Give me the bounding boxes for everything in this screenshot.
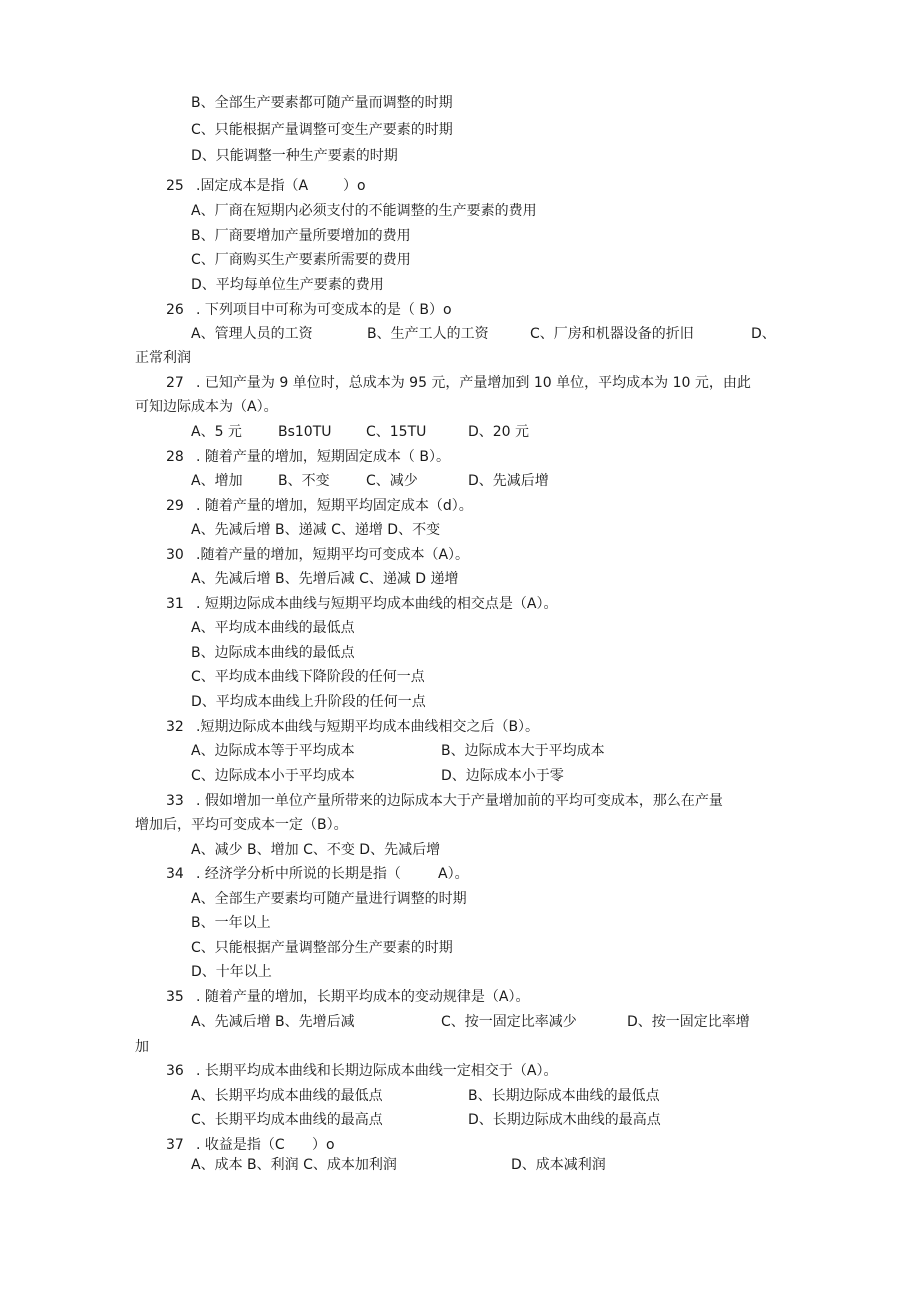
- question-text: . 经济学分析中所说的长期是指（: [196, 866, 401, 882]
- text-line: A、5 元: [191, 424, 242, 440]
- text-line: A、先减后增 B、先增后减 C、递减 D 递增: [191, 571, 459, 587]
- text-line: D、只能调整一种生产要素的时期: [191, 148, 398, 164]
- text-line: A、全部生产要素均可随产量进行调整的时期: [191, 891, 467, 907]
- question-number: 25: [166, 178, 184, 194]
- question-text: . 长期平均成本曲线和长期边际成本曲线一定相交于（A）。: [196, 1063, 558, 1079]
- text-line: D、边际成本小于零: [441, 768, 564, 784]
- text-line: D、平均每单位生产要素的费用: [191, 277, 384, 293]
- text-line: D、成本减利润: [511, 1157, 606, 1173]
- text-line: D、先减后增: [468, 473, 549, 489]
- question-number: 32: [166, 719, 184, 735]
- question-number: 33: [166, 793, 184, 809]
- text-line: 加: [135, 1039, 149, 1055]
- question-text: 可知边际成本为（A）。: [135, 399, 278, 415]
- text-line: C、15TU: [366, 424, 427, 440]
- question-number: 26: [166, 302, 184, 318]
- question-text: . 已知产量为 9 单位时，总成本为 95 元，产量增加到 10 单位，平均成本为 10 元，由此: [196, 375, 751, 391]
- text-line: B、长期边际成本曲线的最低点: [468, 1088, 660, 1104]
- question-text: . 短期边际成本曲线与短期平均成本曲线的相交点是（A）。: [196, 596, 558, 612]
- question-text: . 随着产量的增加，短期平均固定成本（d）。: [196, 498, 473, 514]
- text-line: A、长期平均成本曲线的最低点: [191, 1088, 383, 1104]
- text-line: D、平均成本曲线上升阶段的任何一点: [191, 694, 426, 710]
- text-line: A、平均成本曲线的最低点: [191, 620, 355, 636]
- text-line: A、厂商在短期内必须支付的不能调整的生产要素的费用: [191, 203, 537, 219]
- text-line: D、: [751, 326, 776, 342]
- question-number: 35: [166, 989, 184, 1005]
- text-line: B、全部生产要素都可随产量而调整的时期: [191, 95, 453, 111]
- text-line: B、不变: [278, 473, 330, 489]
- text-line: A、先减后增 B、先增后减: [191, 1014, 355, 1030]
- text-line: D、20 元: [468, 424, 530, 440]
- question-number: 34: [166, 866, 184, 882]
- text-line: B、生产工人的工资: [367, 326, 489, 342]
- text-line: Bs10TU: [278, 424, 332, 440]
- question-text: A）。: [438, 866, 469, 882]
- question-text: 增加后，平均可变成本一定（B）。: [135, 817, 348, 833]
- question-number: 37: [166, 1137, 184, 1153]
- question-text: . 随着产量的增加，长期平均成本的变动规律是（A）。: [196, 989, 530, 1005]
- text-line: C、厂商购买生产要素所需要的费用: [191, 252, 411, 268]
- text-line: C、按一固定比率减少: [441, 1014, 577, 1030]
- text-line: A、先减后增 B、递减 C、递增 D、不变: [191, 522, 441, 538]
- question-number: 29: [166, 498, 184, 514]
- text-line: D、长期边际成木曲线的最高点: [468, 1112, 661, 1128]
- question-number: 27: [166, 375, 184, 391]
- text-line: B、边际成本大于平均成本: [441, 743, 605, 759]
- text-line: C、厂房和机器设备的折旧: [530, 326, 694, 342]
- question-text: ）o: [312, 1137, 335, 1153]
- text-line: C、长期平均成本曲线的最高点: [191, 1112, 383, 1128]
- question-text: .短期边际成本曲线与短期平均成本曲线相交之后（B）。: [196, 719, 540, 735]
- question-text: .固定成本是指（A: [196, 178, 309, 194]
- question-text: .随着产量的增加，短期平均可变成本（A）。: [196, 547, 470, 563]
- text-line: A、管理人员的工资: [191, 326, 313, 342]
- text-line: A、边际成本等于平均成本: [191, 743, 355, 759]
- text-line: B、一年以上: [191, 915, 271, 931]
- text-line: B、边际成本曲线的最低点: [191, 645, 355, 661]
- text-line: B、厂商要增加产量所要增加的费用: [191, 228, 411, 244]
- question-text: . 下列项目中可称为可变成本的是（ B）o: [196, 302, 452, 318]
- text-line: D、按一固定比率增: [627, 1014, 750, 1030]
- question-text: . 随着产量的增加，短期固定成本（ B）。: [196, 449, 450, 465]
- text-line: D、十年以上: [191, 964, 272, 980]
- text-line: C、平均成本曲线下降阶段的任何一点: [191, 669, 425, 685]
- text-line: A、增加: [191, 473, 243, 489]
- question-number: 31: [166, 596, 184, 612]
- text-line: C、减少: [366, 473, 418, 489]
- question-text: ）o: [343, 178, 366, 194]
- text-line: 正常利润: [135, 350, 191, 366]
- question-text: . 收益是指（C: [196, 1137, 285, 1153]
- question-number: 36: [166, 1063, 184, 1079]
- text-line: C、只能根据产量调整部分生产要素的时期: [191, 940, 453, 956]
- text-line: A、成本 B、利润 C、成本加利润: [191, 1157, 397, 1173]
- text-line: C、边际成本小于平均成本: [191, 768, 355, 784]
- question-text: . 假如增加一单位产量所带来的边际成本大于产量增加前的平均可变成本，那么在产量: [196, 793, 723, 809]
- question-number: 28: [166, 449, 184, 465]
- text-line: A、减少 B、增加 C、不变 D、先减后增: [191, 842, 441, 858]
- text-line: C、只能根据产量调整可变生产要素的时期: [191, 122, 453, 138]
- question-number: 30: [166, 547, 184, 563]
